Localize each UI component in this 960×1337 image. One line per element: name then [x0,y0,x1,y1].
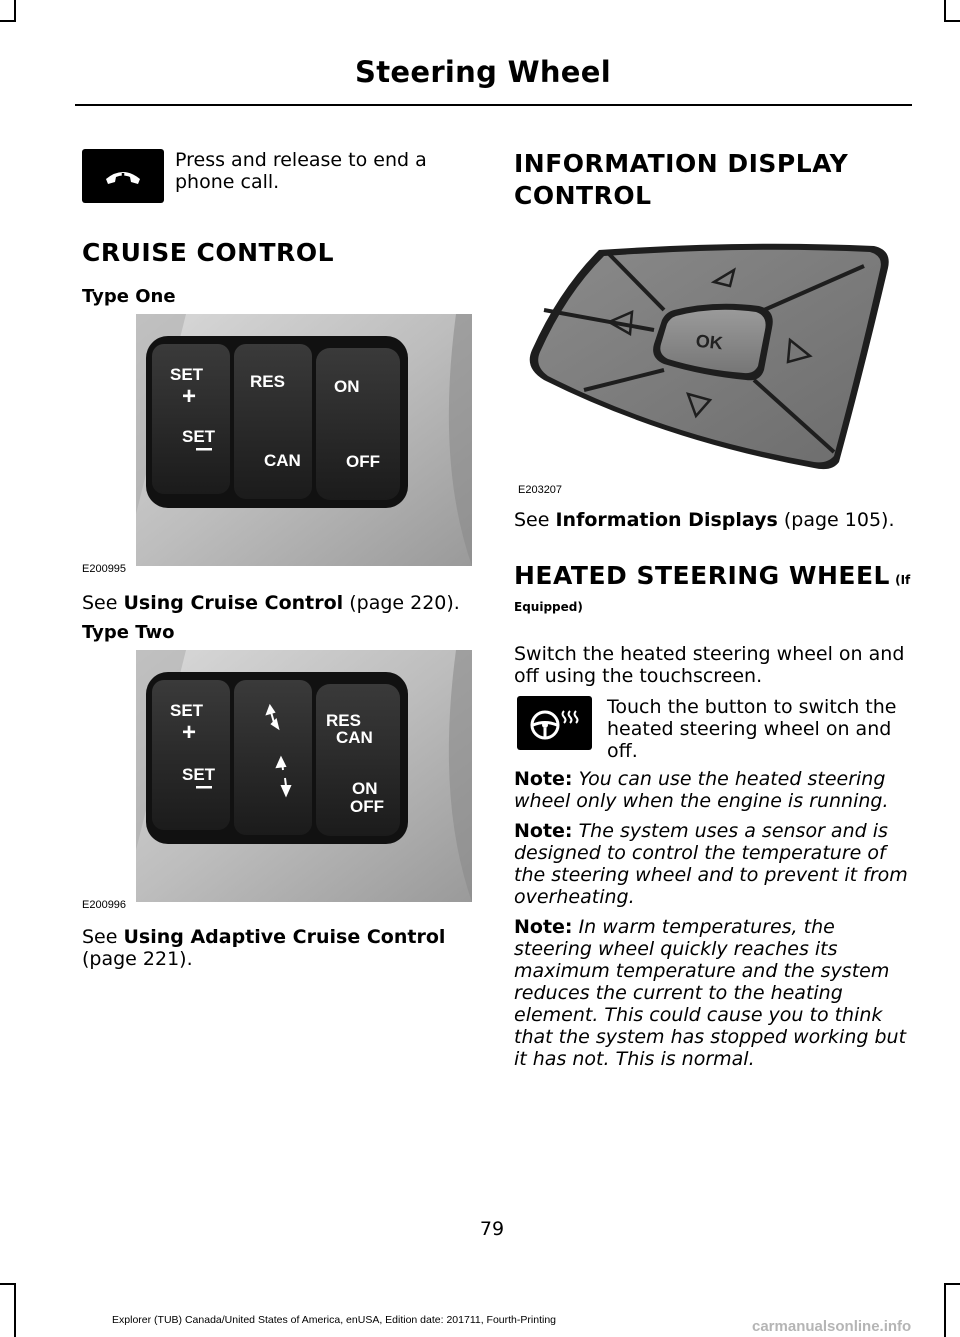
cruise-type-one-figure [136,314,472,566]
header-rule [75,104,912,106]
cruise-control-link[interactable]: Using Cruise Control [123,592,344,614]
plus-sign: + [182,719,197,746]
figure-code: E200996 [82,899,127,911]
note-3 [514,916,909,1070]
note-text: The system uses a sensor and is designed to control the temperature of the steering wheel and to prevent it from overheating. [514,820,908,908]
note-text: In warm temperatures, the steering wheel quickly reaches its maximum temperature and the system reduces the current to the heating element. This could cause you to think that the system has stopped working but it has not. This is normal. [514,916,907,1070]
info-display-control-figure [514,240,894,480]
heading-qualifier-continued: Equipped) [514,600,583,614]
crop-mark [944,1283,946,1337]
edition-info: Explorer (TUB) Canada/United States of America, enUSA, Edition date: 201711, Fourth-Printing [112,1314,556,1326]
crop-mark [944,20,960,22]
figure-code: E200995 [82,563,127,575]
off-label: OFF [350,797,384,816]
info-display-reference [514,509,914,531]
end-call-description: Press and release to end a phone call. [175,149,427,193]
can-label: CAN [264,451,301,470]
set-plus-label: SET [170,365,204,384]
minus-sign [196,786,212,789]
see-suffix: (page 105). [777,509,895,531]
heated-steering-wheel-icon [517,696,592,750]
heated-steering-heading [514,561,910,590]
page-number: 79 [479,1218,505,1240]
note-2 [514,820,909,908]
heated-steering-icon-description: Touch the button to switch the heated steering wheel on and off. [607,696,897,762]
crop-mark [0,20,16,22]
page-title: Steering Wheel [355,55,611,89]
plus-sign: + [182,383,197,410]
heated-steering-heading-text: HEATED STEERING WHEEL [514,561,890,590]
see-suffix: (page 221). [82,948,193,970]
set-plus-label: SET [170,701,204,720]
note-label: Note: [514,916,573,938]
ok-button-label: OK [694,330,724,354]
cruise-control-heading: CRUISE CONTROL [82,238,334,267]
set-minus-label: SET [182,765,216,784]
type-one-label: Type One [82,286,176,307]
can-label: CAN [336,728,373,747]
on-label: ON [352,779,378,798]
information-displays-link[interactable]: Information Displays [555,509,778,531]
adaptive-cruise-control-link[interactable]: Using Adaptive Cruise Control [123,926,446,948]
off-label: OFF [346,452,380,471]
info-display-heading-line-2: CONTROL [514,181,652,210]
type-two-label: Type Two [82,622,175,643]
intro-line-1: Switch the heated steering wheel on and [514,643,905,665]
set-minus-label: SET [182,427,216,446]
res-label: RES [326,711,361,730]
crop-mark [944,1283,960,1285]
note-label: Note: [514,820,573,842]
watermark: carmanualsonline.info [752,1318,912,1335]
note-label: Note: [514,768,573,790]
cruise-type-two-figure [136,650,472,902]
res-label: RES [250,372,285,391]
crop-mark [14,0,16,22]
note-1 [514,768,909,812]
on-label: ON [334,377,360,396]
info-display-heading [514,148,848,212]
see-prefix: See [514,509,556,531]
type-two-reference [82,926,482,970]
crop-mark [14,1283,16,1337]
minus-sign [196,448,212,451]
type-one-reference [82,592,482,614]
info-display-heading-line-1: INFORMATION DISPLAY [514,149,849,178]
see-prefix: See [82,592,124,614]
see-prefix: See [82,926,124,948]
crop-mark [944,0,946,22]
crop-mark [0,1283,16,1285]
heated-steering-intro [514,643,914,687]
end-call-icon [82,149,164,203]
see-suffix: (page 220). [343,592,460,614]
heading-qualifier: (If [895,573,911,587]
figure-code: E203207 [518,484,563,496]
intro-line-2: off using the touchscreen. [514,665,763,687]
note-text: You can use the heated steering wheel only when the engine is running. [514,768,889,812]
